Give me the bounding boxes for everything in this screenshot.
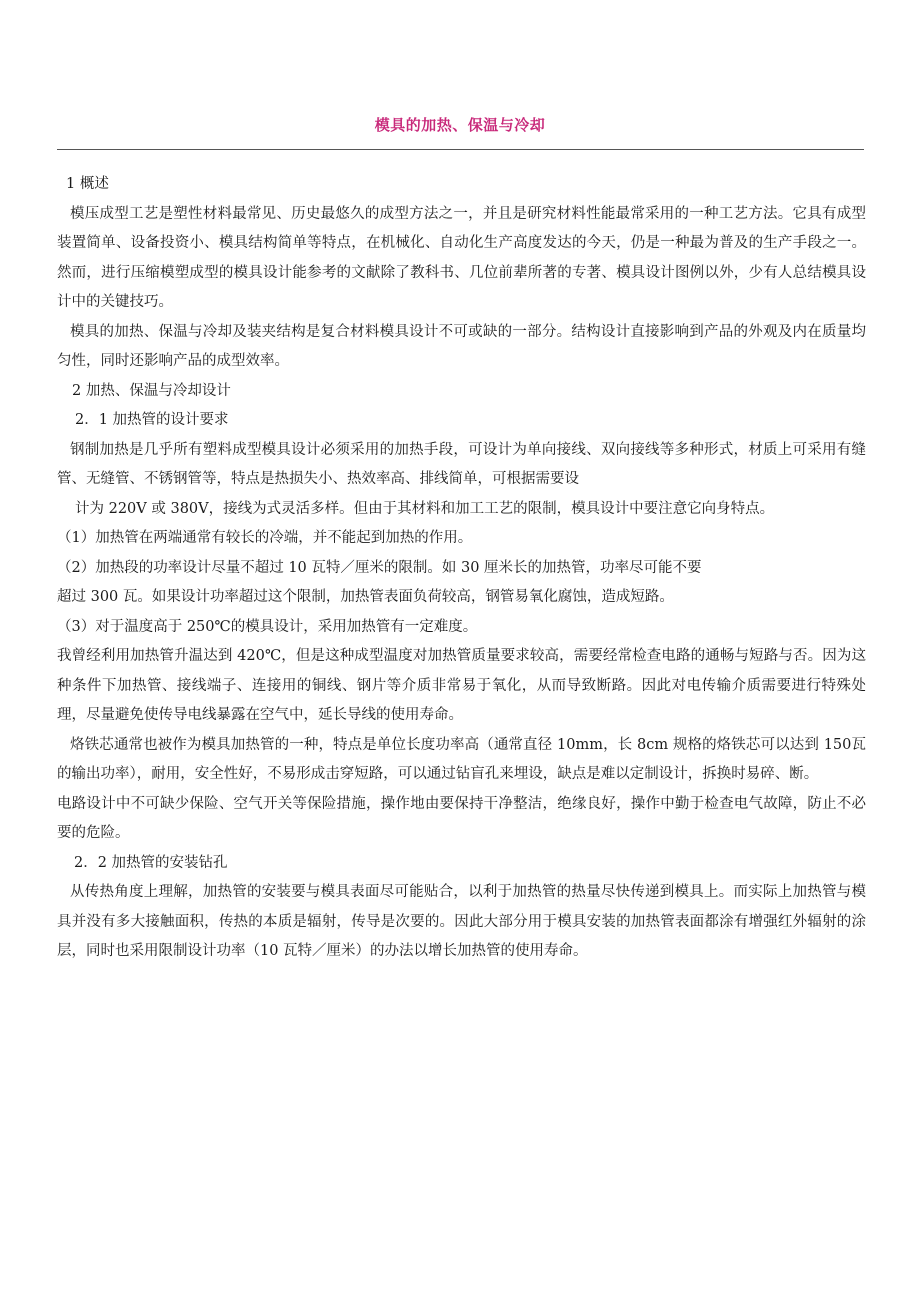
paragraph-heat-transfer: 从传热角度上理解，加热管的安装要与模具表面尽可能贴合，以利于加热管的热量尽快传递到模具上。而实际上加热管与模具并没有多大接触面积，传热的本质是辐射，传导是次要的。因此大部分用于模具安装的加热管表面都涂有增强红外辐射的涂层，同时也采用限制设计功率（10 瓦特／厘米）的办法以增长加热管的使用寿命。	[57, 884, 866, 959]
paragraph-soldering-core: 烙铁芯通常也被作为模具加热管的一种，特点是单位长度功率高（通常直径 10mm，长 8cm 规格的烙铁芯可以达到 150瓦的输出功率），耐用，安全性好，不易形成击穿短路，可以通过钻盲孔来埋设，缺点是难以定制设计，拆换时易碎、断。	[57, 736, 866, 782]
document-body	[57, 170, 866, 967]
paragraph-overview-2: 模具的加热、保温与冷却及装夹结构是复合材料模具设计不可或缺的一部分。结构设计直接影响到产品的外观及内在质量均匀性，同时还影响产品的成型效率。	[57, 323, 866, 369]
paragraph-experience: 我曾经利用加热管升温达到 420℃，但是这种成型温度对加热管质量要求较高，需要经常检查电路的通畅与短路与否。因为这种条件下加热管、接线端子、连接用的铜线、钢片等介质非常易于氧化，从而导致断路。因此对电传输介质需要进行特殊处理，尽量避免使传导电线暴露在空气中，延长导线的使用寿命。	[57, 648, 866, 723]
title-divider	[57, 149, 864, 150]
subsection-heading-installation: 2．2 加热管的安装钻孔	[74, 854, 228, 871]
section-heading-design: 2 加热、保温与冷却设计	[72, 382, 231, 399]
list-item-2-continued: 超过 300 瓦。如果设计功率超过这个限制，加热管表面负荷较高，钢管易氧化腐蚀，造成短路。	[57, 589, 674, 605]
paragraph-voltage: 计为 220V 或 380V，接线为式灵活多样。但由于其材料和加工工艺的限制，模具设计中要注意它向身特点。	[75, 500, 775, 517]
paragraph-steel-heating: 钢制加热是几乎所有塑料成型模具设计必须采用的加热手段，可设计为单向接线、双向接线等多种形式，材质上可采用有缝管、无缝管、不锈钢管等，特点是热损失小、热效率高、排线简单，可根据需要设	[57, 441, 866, 487]
section-heading-overview: 1 概述	[66, 176, 109, 192]
subsection-heading-requirements: 2．1 加热管的设计要求	[75, 412, 229, 428]
list-item-3: （3）对于温度高于 250℃的模具设计，采用加热管有一定难度。	[57, 618, 478, 635]
paragraph-safety: 电路设计中不可缺少保险、空气开关等保险措施，操作地由要保持干净整洁，绝缘良好，操作中勤于检查电气故障，防止不必要的危险。	[57, 795, 866, 841]
paragraph-overview-1: 模压成型工艺是塑性材料最常见、历史最悠久的成型方法之一，并且是研究材料性能最常采用的一种工艺方法。它具有成型装置简单、设备投资小、模具结构简单等特点，在机械化、自动化生产高度发达的今天，仍是一种最为普及的生产手段之一。然而，进行压缩模塑成型的模具设计能参考的文献除了教科书、几位前辈所著的专著、模具设计图例以外，少有人总结模具设计中的关键技巧。	[57, 205, 866, 310]
list-item-1: （1）加热管在两端通常有较长的冷端，并不能起到加热的作用。	[57, 530, 473, 546]
list-item-2: （2）加热段的功率设计尽量不超过 10 瓦特／厘米的限制。如 30 厘米长的加热管，功率尽可能不要	[57, 559, 702, 576]
document-title: 模具的加热、保温与冷却	[374, 116, 546, 134]
